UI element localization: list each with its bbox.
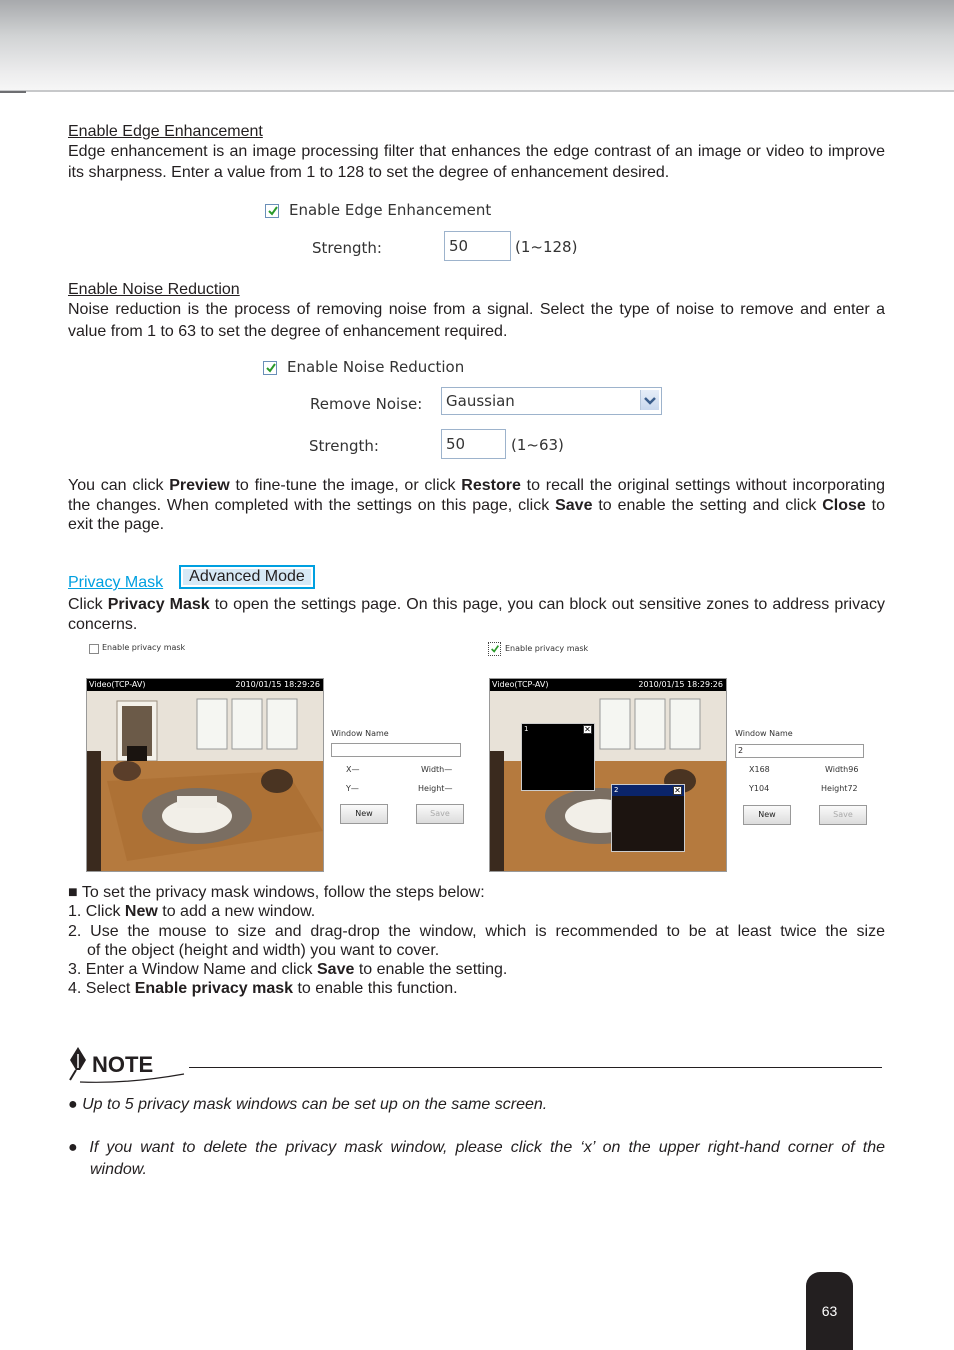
shot1-window-name-label: Window Name	[331, 729, 389, 738]
shot1-video-bar: Video(TCP-AV) 2010/01/15 18:29:26	[87, 679, 323, 691]
close-icon[interactable]: ✕	[584, 725, 591, 734]
checkmark-icon	[265, 362, 277, 374]
privacy-mask-window-2[interactable]: 2 ✕	[611, 784, 685, 852]
shot2-enable-checkbox[interactable]	[488, 642, 501, 656]
note-item-1: ● Up to 5 privacy mask windows can be set up on the same screen.	[68, 1096, 548, 1113]
remove-noise-select[interactable]	[441, 387, 662, 415]
privacy-mask-window-1[interactable]: 1 ✕	[521, 723, 595, 791]
remove-noise-value: Gaussian	[446, 392, 515, 410]
edge-strength-label: Strength:	[312, 239, 382, 257]
edge-enable-checkbox[interactable]	[265, 204, 279, 218]
shot1-new-button[interactable]: New	[340, 804, 388, 824]
shot2-window-name-label: Window Name	[735, 729, 793, 738]
shot1-save-button[interactable]: Save	[416, 804, 464, 824]
step-1: 1. Click New to add a new window.	[68, 903, 316, 920]
shot1-video-view[interactable]	[86, 678, 324, 872]
checkmark-icon	[490, 644, 500, 654]
noise-heading: Enable Noise Reduction	[68, 281, 240, 298]
noise-strength-range: (1~63)	[511, 436, 564, 454]
steps-intro: ■ To set the privacy mask windows, follow the steps below:	[68, 884, 485, 901]
step-3: 3. Enter a Window Name and click Save to enable the setting.	[68, 961, 508, 978]
actions-paragraph: You can click Preview to fine-tune the image, or click Restore to recall the original settings without incorporating the changes. When completed with the settings on this page, click Save to enable the setting and click Close to exit the page.	[68, 477, 886, 533]
note-swoosh	[78, 1070, 188, 1084]
shot2-save-button[interactable]: Save	[819, 805, 867, 825]
privacy-description: Click Privacy Mask to open the settings page. On this page, you can block out sensitive zones to address privacy concerns.	[68, 596, 886, 633]
shot1-checkbox-label: Enable privacy mask	[102, 643, 186, 652]
shot1-window-name-input[interactable]	[331, 743, 461, 757]
edge-checkbox-label: Enable Edge Enhancement	[289, 201, 492, 219]
edge-strength-range: (1~128)	[515, 238, 578, 256]
noise-strength-label: Strength:	[309, 437, 379, 455]
chevron-down-icon[interactable]	[640, 390, 659, 410]
step-4: 4. Select Enable privacy mask to enable this function.	[68, 980, 458, 997]
noise-checkbox-label: Enable Noise Reduction	[287, 358, 465, 376]
step-2-line-2: of the object (height and width) you want to cover.	[87, 942, 440, 959]
edge-description: Edge enhancement is an image processing filter that enhances the edge contrast of an image or video to improve its sharpness. Enter a value from 1 to 128 to set the degree of enhancement desired.	[68, 143, 885, 181]
note-rule	[189, 1067, 882, 1068]
noise-enable-checkbox[interactable]	[263, 361, 277, 375]
shot2-checkbox-label: Enable privacy mask	[505, 644, 589, 653]
noise-description: Noise reduction is the process of removing noise from a signal. Select the type of noise to remove and enter a value from 1 to 63 to set the degree of enhancement required.	[68, 301, 885, 340]
shot2-window-name-input[interactable]: 2	[735, 744, 864, 758]
privacy-mask-link[interactable]: Privacy Mask	[68, 574, 164, 591]
note-title: NOTE	[92, 1052, 154, 1077]
page-header-band	[0, 0, 954, 92]
note-item-2-line-1: ● If you want to delete the privacy mask window, please click the ‘x’ on the upper right-hand corner of the	[68, 1139, 885, 1156]
shot2-width-label: Width96	[825, 765, 859, 774]
close-icon[interactable]: ✕	[674, 786, 681, 795]
edge-heading: Enable Edge Enhancement	[68, 123, 263, 140]
shot2-video-bar: Video(TCP-AV) 2010/01/15 18:29:26	[490, 679, 726, 691]
shot2-x-label: X168	[749, 765, 770, 774]
shot2-video-view[interactable]	[489, 678, 727, 872]
shot2-y-label: Y104	[749, 784, 770, 793]
shot1-enable-checkbox[interactable]	[89, 644, 99, 654]
note-item-2-line-2: window.	[90, 1161, 147, 1178]
shot2-new-button[interactable]: New	[743, 805, 791, 825]
shot1-y-label: Y—	[346, 784, 359, 793]
checkmark-icon	[267, 205, 279, 217]
shot1-height-label: Height—	[418, 784, 453, 793]
room-image	[87, 691, 323, 871]
step-2-line-1: 2. Use the mouse to size and drag-drop the window, which is recommended to be at least twice the size	[68, 923, 885, 940]
header-rule	[0, 91, 26, 93]
noise-strength-input[interactable]: 50	[441, 429, 506, 459]
shot2-height-label: Height72	[821, 784, 858, 793]
shot1-width-label: Width—	[421, 765, 453, 774]
remove-noise-label: Remove Noise:	[310, 395, 423, 413]
advanced-mode-badge: Advanced Mode	[179, 565, 315, 589]
edge-strength-input[interactable]: 50	[444, 231, 511, 261]
shot1-x-label: X—	[346, 765, 360, 774]
page-number-tab: 63	[806, 1272, 853, 1350]
